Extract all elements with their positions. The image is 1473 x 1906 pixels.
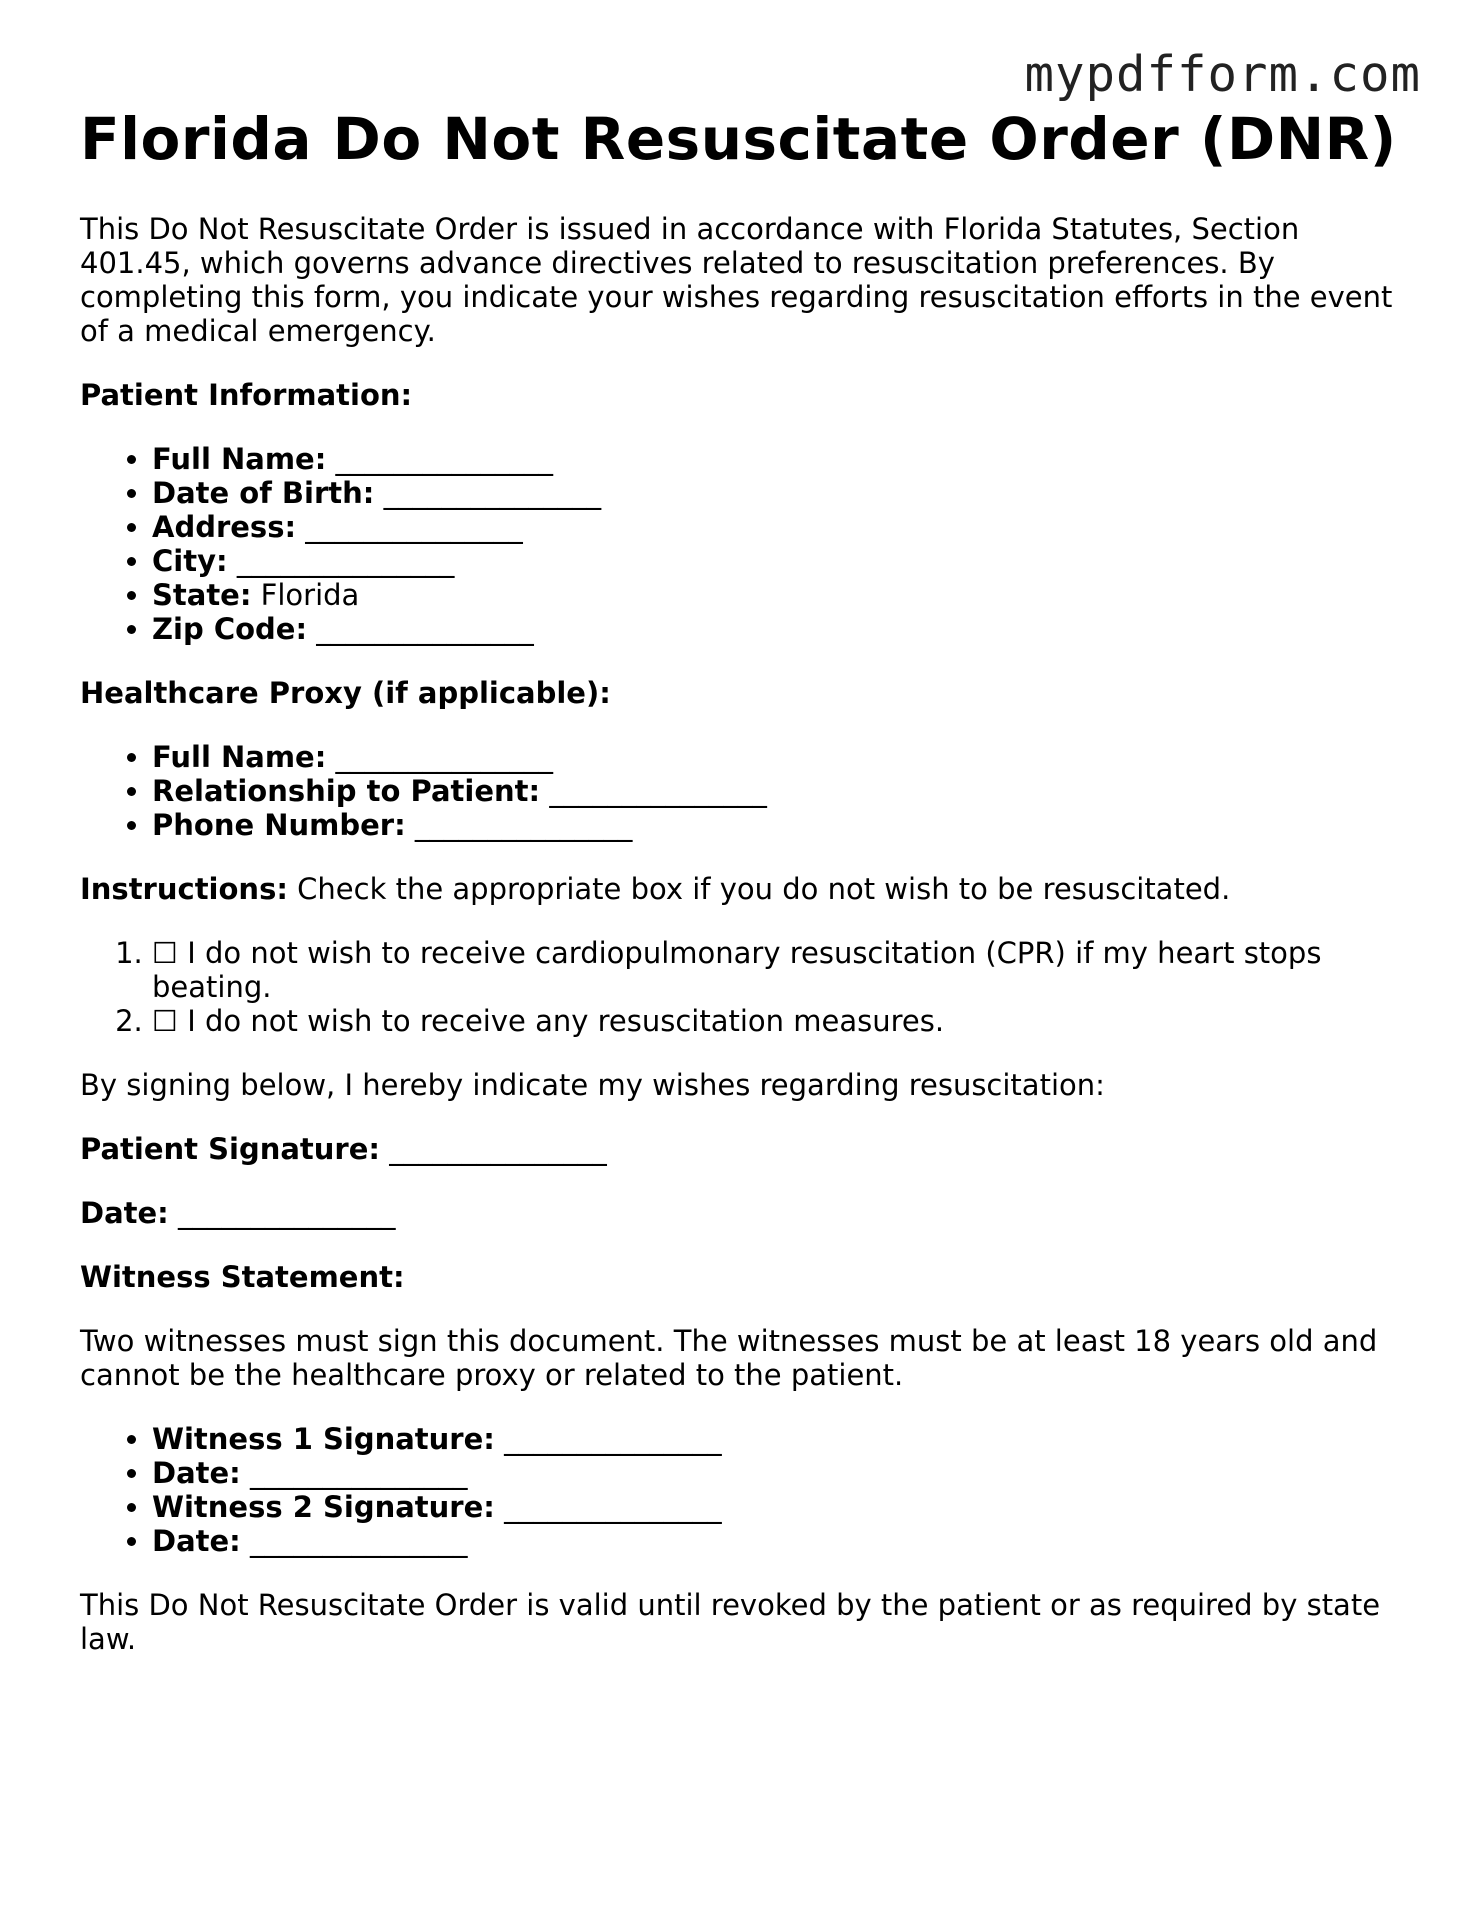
patient-info-heading: Patient Information: [80,378,413,412]
field-value[interactable]: _______________ [305,510,523,544]
proxy-phone-field[interactable] [152,808,1410,842]
field-label: Full Name: [152,740,327,774]
page-title: Florida Do Not Resuscitate Order (DNR) [80,105,1397,173]
signing-statement: By signing below, I hereby indicate my wishes regarding resuscitation: [80,1068,1105,1102]
patient-full-name-field[interactable] [152,442,1410,476]
field-label: State: [152,578,252,612]
field-label: Date: [80,1196,169,1230]
field-label: Witness 2 Signature: [152,1490,495,1524]
witness-1-signature-field[interactable] [152,1422,1410,1456]
field-value[interactable]: _______________ [549,774,767,808]
field-value[interactable]: _______________ [316,612,534,646]
patient-state-field [152,578,1410,612]
instructions-text: Check the appropriate box if you do not wish to be resuscitated. [297,872,1231,906]
field-label: Date: [152,1524,241,1558]
option-no-resuscitation-checkbox[interactable]: 2. ☐ I do not wish to receive any resuscitation measures. [152,1004,1410,1038]
field-value[interactable]: _______________ [335,740,554,774]
witness-heading: Witness Statement: [80,1260,405,1294]
field-label: Patient Signature: [80,1132,380,1166]
witness-2-date-field[interactable] [152,1524,1410,1558]
patient-info-list [80,442,1410,646]
field-value[interactable]: _______________ [383,476,602,510]
field-value[interactable]: _______________ [250,1456,468,1490]
field-value[interactable]: _______________ [250,1524,468,1558]
watermark: mypdfform.com [1024,46,1421,103]
witness-list [80,1422,1410,1558]
field-label: Date of Birth: [152,476,375,510]
field-label: Full Name: [152,442,327,476]
resuscitation-options-list [80,936,1410,1038]
witness-paragraph: Two witnesses must sign this document. The witnesses must be at least 18 years old and cannot be the healthcare proxy or related to the patient. [80,1324,1378,1392]
field-value: Florida [260,578,360,612]
field-value[interactable]: _______________ [236,544,455,578]
patient-signature-field[interactable] [80,1132,1410,1166]
footer-paragraph: This Do Not Resuscitate Order is valid until revoked by the patient or as required by state law. [80,1588,1381,1656]
patient-city-field[interactable] [152,544,1410,578]
field-value[interactable]: _______________ [504,1422,722,1456]
instructions-paragraph [80,872,1410,906]
proxy-list [80,740,1410,842]
witness-1-date-field[interactable] [152,1456,1410,1490]
field-label: Date: [152,1456,241,1490]
field-value[interactable]: _______________ [178,1196,396,1230]
option-no-cpr-checkbox[interactable]: 1. ☐ I do not wish to receive cardiopulmonary resuscitation (CPR) if my heart stops beating. [152,936,1410,1004]
field-label: City: [152,544,228,578]
field-value[interactable]: _______________ [414,808,633,842]
instructions-label: Instructions: [80,872,288,906]
patient-dob-field[interactable] [152,476,1410,510]
field-value[interactable]: _______________ [335,442,554,476]
patient-zip-field[interactable] [152,612,1410,646]
proxy-heading: Healthcare Proxy (if applicable): [80,676,611,710]
field-label: Phone Number: [152,808,406,842]
field-label: Witness 1 Signature: [152,1422,495,1456]
witness-2-signature-field[interactable] [152,1490,1410,1524]
document-page [80,0,1410,1656]
intro-paragraph: This Do Not Resuscitate Order is issued in accordance with Florida Statutes, Section 401.45, which governs advance directives related to resuscitation preferences. By completing this form, you indicate your wishes regarding resuscitation efforts in the event of a medical emergency. [80,212,1393,348]
proxy-relationship-field[interactable] [152,774,1410,808]
patient-address-field[interactable] [152,510,1410,544]
field-label: Address: [152,510,297,544]
field-value[interactable]: _______________ [504,1490,722,1524]
field-label: Relationship to Patient: [152,774,541,808]
proxy-full-name-field[interactable] [152,740,1410,774]
patient-date-field[interactable] [80,1196,1410,1230]
field-label: Zip Code: [152,612,308,646]
field-value[interactable]: _______________ [389,1132,607,1166]
